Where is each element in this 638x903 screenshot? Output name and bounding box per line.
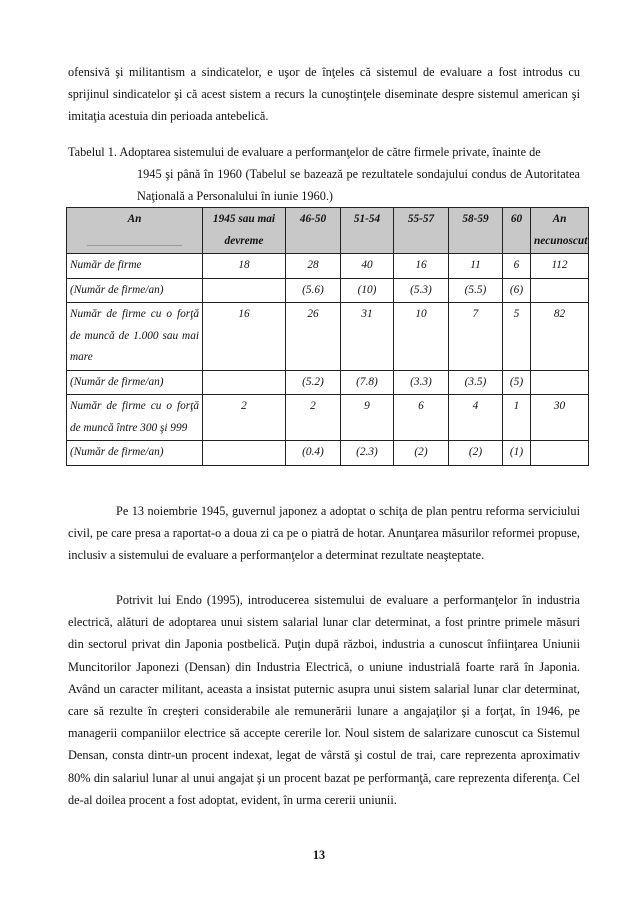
table-cell: 40 xyxy=(341,254,394,279)
header-cell: 58-59 xyxy=(449,208,503,254)
header-cell: 1945 sau mai devreme xyxy=(203,208,286,254)
table-row xyxy=(67,395,589,441)
table-cell: 26 xyxy=(286,303,341,371)
table-cell: 7 xyxy=(449,303,503,371)
row-label: Număr de firme xyxy=(67,254,203,279)
table-caption xyxy=(68,141,580,208)
table-cell: 6 xyxy=(394,395,449,441)
table-cell: 112 xyxy=(531,254,589,279)
table-cell: 16 xyxy=(394,254,449,279)
table-cell: (2) xyxy=(394,441,449,466)
table-cell: (7.8) xyxy=(341,370,394,395)
table-cell: 4 xyxy=(449,395,503,441)
caption-continuation: 1945 şi până în 1960 (Tabelul se bazează pe rezultatele sondajului condus de Autoritatea Naţională a Personalului în iunie 1960.) xyxy=(137,167,580,204)
table-row xyxy=(67,370,589,395)
table-cell: 28 xyxy=(286,254,341,279)
intro-paragraph xyxy=(68,61,580,128)
row-label: (Număr de firme/an) xyxy=(67,278,203,303)
table-cell: (2.3) xyxy=(341,441,394,466)
table-cell xyxy=(531,441,589,466)
adoption-table xyxy=(66,207,589,466)
table-cell: 82 xyxy=(531,303,589,371)
table-cell: 16 xyxy=(203,303,286,371)
table-cell: 2 xyxy=(286,395,341,441)
header-cell: 51-54 xyxy=(341,208,394,254)
table-cell: 18 xyxy=(203,254,286,279)
table-cell xyxy=(203,370,286,395)
table-cell: (5.5) xyxy=(449,278,503,303)
table-cell xyxy=(203,441,286,466)
table-cell: (5.2) xyxy=(286,370,341,395)
table-row xyxy=(67,254,589,279)
table-header-row xyxy=(67,208,589,254)
table-row xyxy=(67,441,589,466)
table-cell: (2) xyxy=(449,441,503,466)
table-cell: (3.5) xyxy=(449,370,503,395)
table-cell xyxy=(203,278,286,303)
header-cell: An necunoscut xyxy=(531,208,589,254)
header-cell: An xyxy=(67,208,203,254)
row-label: (Număr de firme/an) xyxy=(67,441,203,466)
table-cell: (0.4) xyxy=(286,441,341,466)
table-cell: 2 xyxy=(203,395,286,441)
header-cell: 46-50 xyxy=(286,208,341,254)
table-cell xyxy=(531,278,589,303)
body-paragraph: Pe 13 noiembrie 1945, guvernul japonez a adoptat o schiţa de plan pentru reforma serviciului civil, pe care presa a raportat-o a doua zi ca pe o piatră de hotar. Anunţarea măsurilor reformei propuse, inclusiv a sistemului de evaluare a performanţelor a determinat rezultate neaşteptate. xyxy=(68,504,580,563)
row-label: Număr de firme cu o forţă de muncă de 1.000 sau mai mare xyxy=(67,303,203,371)
table-cell: (6) xyxy=(503,278,531,303)
caption-first-line: Tabelul 1. Adoptarea sistemului de evaluare a performanţelor de către firmele private, înainte de xyxy=(68,145,541,159)
table-cell: 5 xyxy=(503,303,531,371)
header-cell: 60 xyxy=(503,208,531,254)
table-cell: (5) xyxy=(503,370,531,395)
table-cell: (3.3) xyxy=(394,370,449,395)
table-cell: 31 xyxy=(341,303,394,371)
table-cell: 11 xyxy=(449,254,503,279)
row-label: Număr de firme cu o forţă de muncă între 300 şi 999 xyxy=(67,395,203,441)
intro-line: ofensivă şi militantism a sindicatelor, e uşor de înţeles că sistemul de evaluare a fost introdus cu xyxy=(68,65,580,79)
table-cell: (10) xyxy=(341,278,394,303)
table-row xyxy=(67,303,589,371)
header-cell: 55-57 xyxy=(394,208,449,254)
table-cell: 30 xyxy=(531,395,589,441)
body-paragraph: Potrivit lui Endo (1995), introducerea sistemului de evaluare a performanţelor în industria electrică, alături de adoptarea unui sistem salarial lunar clar determinat, a fost printre primele măsuri din sectorul privat din Japonia postbelică. Puţin după război, industria a cunoscut înfiinţarea Uniunii Muncitorilor Japonezi (Densan) din Industria Electrică, o uniune industrială foarte rară în Japonia. Având un caracter militant, aceasta a insistat puternic asupra unui sistem salarial lunar clar determinat, care să rezulte în creşteri considerabile ale remunerării lunare a angajaţilor şi a forţat, în 1946, pe managerii companiilor electrice să accepte cererile lor. Noul sistem de salarizare cunoscut ca Sistemul Densan, consta dintr-un procent indexat, legat de vârstă şi costul de trai, care reprezenta aproximativ 80% din salariul lunar al unui angajat şi un procent bazat pe performanţă, care reprezenta diferenţa. Cel de-al doilea procent a fost adoptat, evident, în urma cererii uniunii. xyxy=(68,593,580,807)
page-number: 13 xyxy=(312,848,326,862)
intro-line: sprijinul sindicatelor şi că acest sistem a recurs la cunoştinţele diseminate despre sistemul xyxy=(68,87,519,102)
intro-line: american şi imitaţia acestuia din perioada antebelică. xyxy=(68,87,580,124)
table-cell: 6 xyxy=(503,254,531,279)
table-cell xyxy=(531,370,589,395)
table-cell: (1) xyxy=(503,441,531,466)
table-cell: 1 xyxy=(503,395,531,441)
table-cell: (5.6) xyxy=(286,278,341,303)
table-cell: (5.3) xyxy=(394,278,449,303)
table-row xyxy=(67,278,589,303)
row-label: (Număr de firme/an) xyxy=(67,370,203,395)
table-cell: 9 xyxy=(341,395,394,441)
table-cell: 10 xyxy=(394,303,449,371)
